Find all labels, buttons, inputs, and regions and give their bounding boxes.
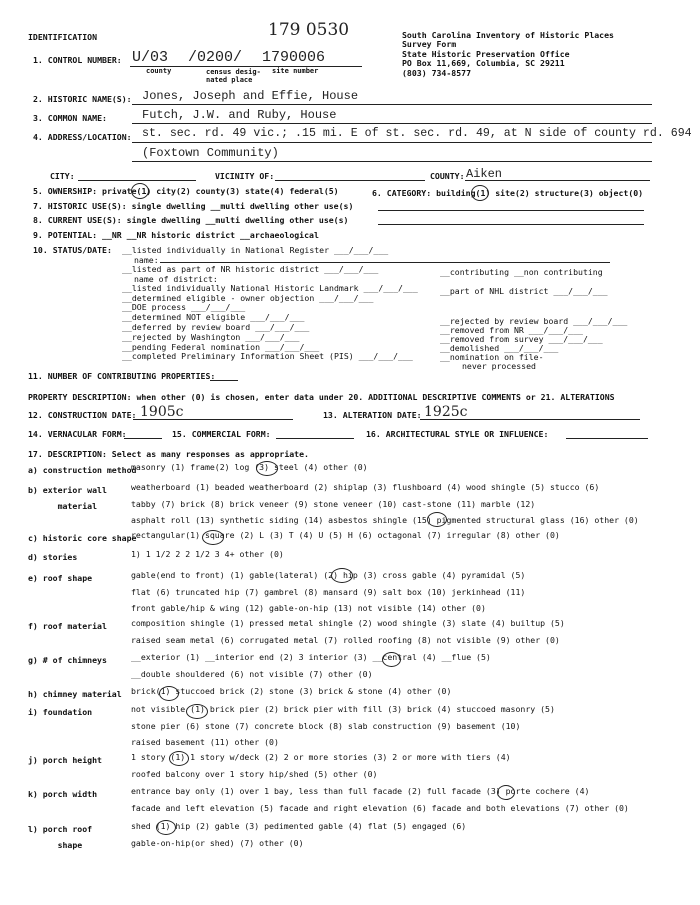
description-row-options: composition shingle (1) pressed metal shingle (2) wood shingle (3) slate (4) builtup (5): [131, 618, 565, 628]
architectural-style-label: 16. ARCHITECTURAL STYLE OR INFLUENCE:: [366, 429, 549, 439]
vernacular-form-line: [124, 438, 162, 439]
city-line: [78, 180, 196, 181]
description-row-options: not visible (1) brick pier (2) brick pier with fill (3) brick (4) stuccoed masonry (5): [131, 704, 555, 714]
description-row-options: brick(1) stuccoed brick (2) stone (3) brick & stone (4) other (0): [131, 686, 452, 696]
historic-use-other-line: [378, 210, 644, 211]
alteration-date-value: 1925c: [424, 404, 468, 420]
contributing-line: [210, 380, 238, 381]
gable-lateral-circle-mark: [331, 568, 353, 583]
description-row-options: gable-on-hip(or shed) (7) other (0): [131, 837, 304, 848]
org-line: (803) 734-8577: [402, 67, 472, 78]
handwritten-survey-number: 179 0530: [268, 20, 350, 40]
historic-name-line: [132, 104, 652, 105]
interior-circle-mark: [382, 652, 401, 667]
county-line: [465, 180, 650, 181]
common-name-line: [132, 123, 652, 124]
description-row-options: entrance bay only (1) over 1 bay, less than full facade (2) full facade (3) porte cochere (4): [131, 786, 590, 796]
construction-date-value: 1905c: [140, 404, 184, 420]
org-line: Survey Form: [402, 39, 457, 50]
alteration-date-label: 13. ALTERATION DATE:: [323, 410, 422, 420]
porch-width-circle-mark: [497, 785, 515, 800]
description-row-options: shed (1) hip (2) gable (3) pedimented gable (4) flat (5) engaged (6): [131, 821, 467, 831]
description-row-options: raised basement (11) other (0): [131, 737, 279, 747]
description-row-label: k) porch width: [28, 789, 98, 799]
control-number-label: 1. CONTROL NUMBER:: [33, 55, 122, 65]
status-right-item: __nomination on file-: [440, 352, 544, 362]
description-row-label: f) roof material: [28, 621, 107, 631]
description-row-options: tabby (7) brick (8) brick veneer (9) stone veneer (10) cast-stone (11) marble (12): [131, 498, 536, 509]
potential-line: 9. POTENTIAL: __NR __NR historic district __archaeological: [33, 230, 319, 240]
description-row-options: facade and left elevation (5) facade and right elevation (6) facade and both elevations (7) other (0): [131, 802, 629, 813]
asbestos-circle-mark: [427, 512, 447, 527]
description-row-options: raised seam metal (6) corrugated metal (7) rolled roofing (8) not visible (9) other (0): [131, 634, 560, 645]
org-line: South Carolina Inventory of Historic Places: [402, 30, 614, 40]
historic-use-line: 7. HISTORIC USE(S): single dwelling __multi dwelling other use(s): [33, 201, 354, 211]
foundation-circle-mark: [186, 704, 208, 719]
brick-chimney-circle-mark: [159, 686, 179, 701]
status-item: __determined NOT eligible ___/___/___: [122, 312, 305, 322]
status-right-item: __rejected by review board ___/___/___: [440, 316, 628, 326]
status-item: __deferred by review board ___/___/___: [122, 322, 310, 332]
status-name: name of district:: [134, 274, 218, 284]
control-site-sub: site number: [272, 67, 319, 75]
description-row-label: l) porch roof shape: [28, 824, 93, 850]
historic-name-label: 2. HISTORIC NAME(S):: [33, 94, 132, 104]
common-name-label: 3. COMMON NAME:: [33, 113, 107, 123]
vernacular-form-label: 14. VERNACULAR FORM:: [28, 429, 127, 439]
description-row-label: e) roof shape: [28, 573, 93, 583]
category-line: 6. CATEGORY: building(1) site(2) structure(3) object(0): [372, 188, 644, 198]
historic-name-value: Jones, Joseph and Effie, House: [142, 89, 359, 103]
org-line: PO Box 11,669, Columbia, SC 29211: [402, 58, 565, 69]
description-row-options: front gable/hip & wing (12) gable-on-hip (13) not visible (14) other (0): [131, 603, 486, 613]
description-row-label: g) # of chimneys: [28, 655, 107, 665]
current-use-line: 8. CURRENT USE(S): single dwelling __multi dwelling other use(s): [33, 215, 349, 225]
status-item: __listed individually National Historic Landmark ___/___/___: [122, 283, 418, 293]
commercial-form-line: [276, 438, 354, 439]
description-row-options: 1 story (1) 1 story w/deck (2) 2 or more stories (3) 2 or more with tiers (4): [131, 752, 511, 762]
org-address-block: [402, 31, 614, 78]
construction-date-label: 12. CONSTRUCTION DATE:: [28, 410, 137, 420]
status-name: name:: [134, 255, 159, 265]
status-right-item: __removed from survey ___/___/___: [440, 334, 603, 344]
description-row-label: d) stories: [28, 552, 78, 562]
address-underline-2: [132, 161, 652, 162]
status-right-item: __removed from NR ___/___/___: [440, 325, 583, 335]
description-row-options: rectangular(1) square (2) L (3) T (4) U (5) H (6) octagonal (7) irregular (8) other (0): [131, 530, 560, 540]
status-item: __determined eligible - owner objection ___/___/___: [122, 293, 374, 303]
description-row-label: j) porch height: [28, 755, 102, 765]
status-right-item: __part of NHL district ___/___/___: [440, 286, 608, 296]
description-row-label: a) construction method: [28, 465, 137, 475]
frame-circle-mark: [256, 461, 278, 476]
control-county: U/03: [132, 49, 169, 66]
description-row-options: asphalt roll (13) synthetic siding (14) asbestos shingle (15) pigmented structural glass (16) other (0): [131, 515, 639, 525]
status-item: __listed individually in National Register ___/___/___: [122, 245, 389, 255]
status-name-line: [160, 262, 610, 263]
status-item: __listed as part of NR historic district ___/___/___: [122, 264, 379, 274]
address-label: 4. ADDRESS/LOCATION:: [33, 132, 132, 142]
description-row-label: i) foundation: [28, 707, 93, 717]
description-row-label: h) chimney material: [28, 689, 122, 699]
control-site: 1790006: [262, 49, 326, 66]
status-item: __pending Federal nomination ___/___/___: [122, 342, 320, 352]
ownership-circle-mark: [131, 183, 149, 199]
current-use-other-line: [378, 224, 644, 225]
description-row-label: b) exterior wall material: [28, 485, 107, 511]
address-underline-1: [132, 142, 652, 143]
contributing-label: 11. NUMBER OF CONTRIBUTING PROPERTIES:: [28, 371, 216, 381]
porch-roof-circle-mark: [156, 820, 176, 835]
commercial-form-label: 15. COMMERCIAL FORM:: [172, 429, 271, 439]
status-right-item: __demolished ___/___/___: [440, 343, 559, 353]
description-heading: 17. DESCRIPTION: Select as many responses as appropriate.: [28, 449, 309, 459]
alteration-date-line: [420, 419, 640, 420]
description-row-options: weatherboard (1) beaded weatherboard (2) shiplap (3) flushboard (4) wood shingle (5) stucco (6): [131, 482, 600, 492]
description-row-options: flat (6) truncated hip (7) gambrel (8) mansard (9) salt box (10) jerkinhead (11): [131, 586, 526, 597]
status-right-item: __contributing __non contributing: [440, 267, 603, 277]
description-row-options: masonry (1) frame(2) log (3) steel (4) other (0): [131, 462, 368, 472]
rectangular-circle-mark: [202, 530, 224, 545]
architectural-style-line: [566, 438, 648, 439]
status-item: __rejected by Washington ___/___/___: [122, 332, 300, 342]
porch-height-circle-mark: [169, 751, 189, 766]
address-line-1: st. sec. rd. 49 vic.; .15 mi. E of st. sec. rd. 49, at N side of county rd. 694: [142, 127, 692, 140]
description-row-options: gable(end to front) (1) gable(lateral) (2) hip (3) cross gable (4) pyramidal (5): [131, 570, 526, 580]
description-row-options: roofed balcony over 1 story hip/shed (5) other (0): [131, 768, 378, 779]
description-row-label: c) historic core shape: [28, 533, 137, 543]
control-census: /0200/: [188, 49, 243, 66]
vicinity-label: VICINITY OF:: [215, 171, 275, 181]
description-row-options: 1) 1 1/2 2 2 1/2 3 4+ other (0): [131, 549, 284, 559]
section-identification: IDENTIFICATION: [28, 32, 98, 42]
city-label: CITY:: [50, 171, 75, 181]
ownership-line: 5. OWNERSHIP: private(1) city(2) county(3) state(4) federal(5): [33, 186, 339, 196]
construction-date-line: [133, 419, 293, 420]
category-circle-mark: [471, 185, 489, 201]
property-description-note: PROPERTY DESCRIPTION: when other (0) is chosen, enter data under 20. ADDITIONAL DESCRIPTIVE COMMENTS or 21. ALTERATIONS: [28, 392, 615, 402]
address-line-2: (Foxtown Community): [142, 146, 279, 160]
status-right-item: never processed: [462, 361, 536, 371]
common-name-value: Futch, J.W. and Ruby, House: [142, 108, 337, 122]
org-line: State Historic Preservation Office: [402, 48, 570, 59]
control-county-sub: county: [146, 67, 172, 75]
county-label: COUNTY:: [430, 171, 465, 181]
description-row-options: __exterior (1) __interior end (2) 3 interior (3) __central (4) __flue (5): [131, 652, 491, 662]
status-item: __completed Preliminary Information Sheet (PIS) ___/___/___: [122, 351, 413, 361]
description-row-options: __double shouldered (6) not visible (7) other (0): [131, 668, 373, 679]
county-value: Aiken: [466, 167, 503, 181]
status-item: __DOE process ___/___/___: [122, 302, 246, 312]
status-label: 10. STATUS/DATE:: [33, 245, 112, 255]
vicinity-line: [275, 180, 425, 181]
description-row-options: stone pier (6) stone (7) concrete block (8) slab construction (9) basement (10): [131, 720, 521, 731]
control-census-sub: census desig- nated place: [206, 68, 261, 85]
